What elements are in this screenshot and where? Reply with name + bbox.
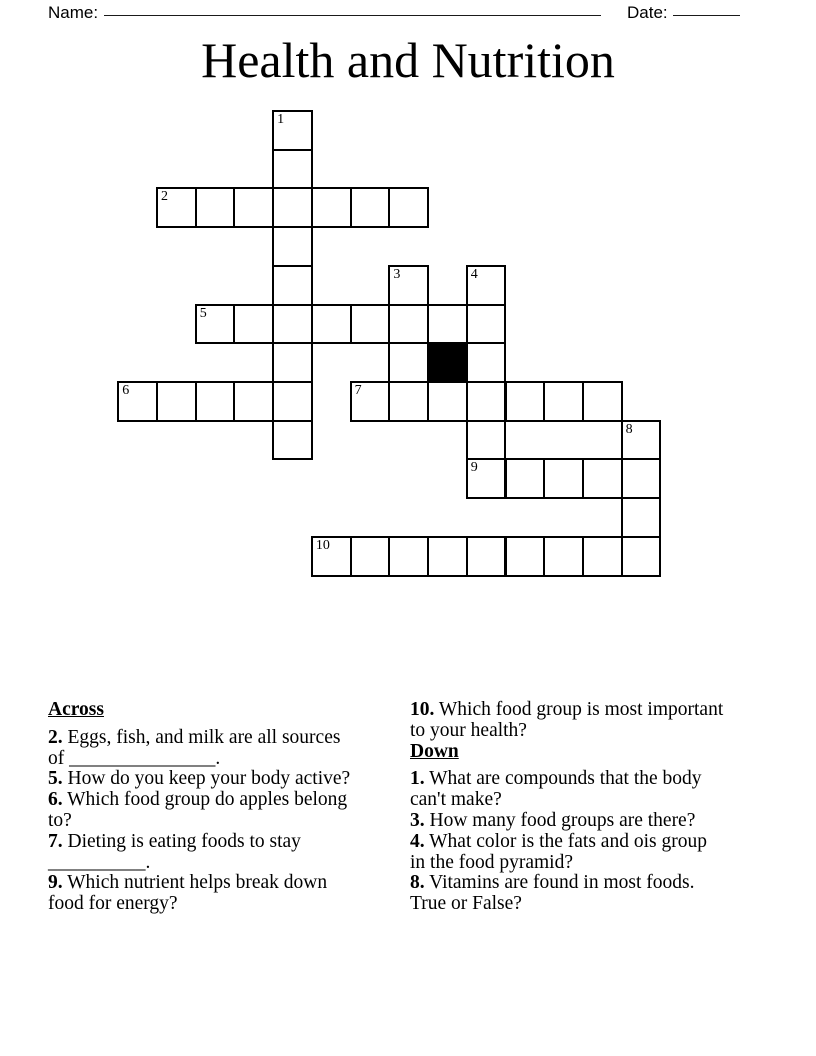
- crossword-cell: [156, 381, 197, 422]
- crossword-cell: [350, 536, 391, 577]
- crossword-cell: [272, 187, 313, 228]
- clue-line: True or False?: [410, 893, 522, 915]
- crossword-cell: [311, 187, 352, 228]
- date-blank-line: [673, 15, 740, 16]
- cell-number: 3: [393, 266, 401, 282]
- crossword-cell: [350, 381, 391, 422]
- clue-number: 10.: [410, 699, 435, 720]
- clue-line: [48, 728, 398, 749]
- clue-line: [48, 832, 398, 853]
- name-blank-line: [104, 15, 601, 16]
- crossword-cell: [311, 536, 352, 577]
- clue-line: to?: [48, 809, 72, 831]
- clues-column-right: [410, 700, 780, 915]
- clue-text: What color is the fats and ois group: [429, 830, 707, 852]
- cell-number: 8: [625, 421, 633, 437]
- clue-number: 1.: [410, 768, 425, 790]
- cell-number: 9: [470, 460, 478, 476]
- clue-text: What are compounds that the body: [429, 768, 702, 790]
- crossword-cell: [582, 536, 623, 577]
- clue-line: in the food pyramid?: [410, 851, 573, 873]
- crossword-cell: [388, 265, 429, 306]
- crossword-cell: [621, 497, 662, 538]
- cell-number: 2: [161, 189, 169, 205]
- clue-number: 6.: [48, 789, 63, 811]
- clues-column-left: [48, 700, 398, 915]
- clue-text: Dieting is eating foods to stay: [67, 830, 301, 852]
- crossword-cell: [621, 536, 662, 577]
- clue-text: Which food group do apples belong: [67, 789, 348, 811]
- crossword-cell: [427, 536, 468, 577]
- crossword-cell: [466, 342, 507, 383]
- clue-line: of _______________.: [48, 747, 221, 769]
- clue-line: can't make?: [410, 789, 502, 811]
- clue-item: [410, 873, 780, 915]
- crossword-cell: [466, 381, 507, 422]
- crossword-cell: [543, 536, 584, 577]
- crossword-cell: [466, 304, 507, 345]
- crossword-cell: [388, 187, 429, 228]
- clue-text: Which food group is most important: [438, 699, 724, 720]
- crossword-cell: [388, 381, 429, 422]
- clue-line: [410, 811, 780, 832]
- crossword-cell: [427, 304, 468, 345]
- clue-line: [410, 873, 780, 894]
- crossword-cell: [233, 381, 274, 422]
- clue-text: How do you keep your body active?: [67, 768, 351, 790]
- clue-line: [48, 873, 398, 894]
- crossword-cell: [543, 381, 584, 422]
- cell-number: 7: [354, 383, 362, 399]
- clue-line: [410, 769, 780, 790]
- clue-number: 8.: [410, 872, 425, 894]
- crossword-cell: [233, 187, 274, 228]
- clue-number: 2.: [48, 726, 63, 748]
- clue-line: [48, 790, 398, 811]
- clue-number: 3.: [410, 809, 425, 831]
- cell-number: 10: [315, 537, 330, 553]
- crossword-cell: [272, 304, 313, 345]
- clue-text: How many food groups are there?: [429, 809, 696, 831]
- crossword-cell: [582, 458, 623, 499]
- crossword-cell: [272, 149, 313, 190]
- crossword-cell: [621, 420, 662, 461]
- clue-number: 5.: [48, 768, 63, 790]
- clue-item: [48, 873, 398, 915]
- crossword-cell: [272, 420, 313, 461]
- clue-item: [410, 811, 780, 832]
- crossword-cell: [388, 304, 429, 345]
- clue-line: [48, 769, 398, 790]
- clue-item: [410, 700, 780, 742]
- crossword-cell: [272, 342, 313, 383]
- crossword-cell: [466, 420, 507, 461]
- cell-number: 1: [277, 112, 285, 127]
- crossword-cell: [466, 458, 507, 499]
- crossword-cell: [388, 536, 429, 577]
- crossword-cell: [156, 187, 197, 228]
- clue-line: food for energy?: [48, 893, 178, 915]
- crossword-cell: [621, 458, 662, 499]
- clue-section-heading: Down: [410, 740, 459, 762]
- date-label: Date:: [627, 3, 668, 22]
- clue-item: [410, 832, 780, 874]
- clue-text: Vitamins are found in most foods.: [429, 872, 695, 894]
- clue-text: Eggs, fish, and milk are all sources: [67, 726, 341, 748]
- clue-item: [48, 769, 398, 790]
- crossword-cell: [505, 458, 546, 499]
- clue-line: to your health?: [410, 719, 527, 741]
- crossword-cell: [543, 458, 584, 499]
- crossword-cell: [427, 381, 468, 422]
- crossword-cell: [195, 304, 236, 345]
- crossword-blocked-cell: [427, 342, 468, 383]
- clue-item: [48, 728, 398, 770]
- crossword-cell: [505, 381, 546, 422]
- clue-item: [48, 790, 398, 832]
- crossword-cell: [233, 304, 274, 345]
- name-label: Name:: [48, 3, 99, 22]
- cell-number: 6: [122, 383, 130, 399]
- clue-number: 7.: [48, 830, 63, 852]
- clue-number: 9.: [48, 872, 63, 894]
- crossword-cell: [311, 304, 352, 345]
- clue-line: [410, 832, 780, 853]
- crossword-cell: [466, 265, 507, 306]
- clue-number: 4.: [410, 830, 425, 852]
- crossword-cell: [272, 265, 313, 306]
- clue-line: [410, 700, 780, 721]
- crossword-cell: [272, 381, 313, 422]
- crossword-cell: [195, 187, 236, 228]
- crossword-cell: [582, 381, 623, 422]
- clue-text: Which nutrient helps break down: [67, 872, 328, 894]
- page-title: Health and Nutrition: [201, 32, 615, 88]
- crossword-cell: [350, 304, 391, 345]
- clue-item: [410, 769, 780, 811]
- clue-line: __________.: [48, 851, 151, 873]
- cell-number: 5: [199, 305, 207, 321]
- crossword-cell: [388, 342, 429, 383]
- clue-item: [48, 832, 398, 874]
- cell-number: 4: [470, 266, 478, 282]
- crossword-cell: [505, 536, 546, 577]
- crossword-cell: [272, 226, 313, 267]
- crossword-cell: [272, 110, 313, 151]
- crossword-cell: [195, 381, 236, 422]
- crossword-cell: [466, 536, 507, 577]
- crossword-cell: [350, 187, 391, 228]
- clue-section-heading: Across: [48, 699, 104, 720]
- crossword-cell: [117, 381, 158, 422]
